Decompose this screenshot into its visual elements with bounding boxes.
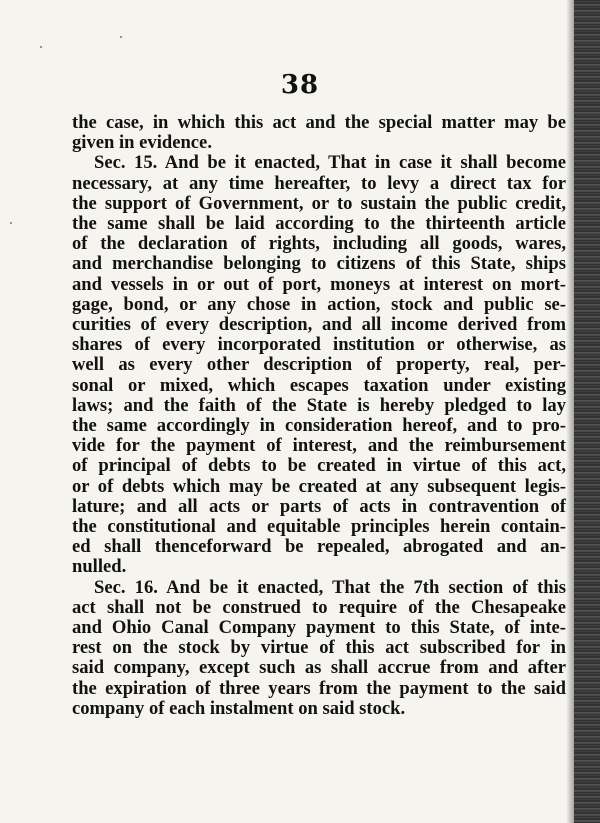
- text-line: of the declaration of rights, including all goods, wares,: [72, 234, 566, 255]
- text-line: nulled.: [72, 557, 127, 578]
- text-line: the support of Government, or to sustain the public credit,: [72, 193, 566, 214]
- paper-speck: [120, 36, 122, 38]
- book-binding-edge: [574, 0, 600, 823]
- text-line: ed shall thenceforward be repealed, abrogated and an-: [72, 537, 566, 558]
- text-line: the same shall be laid according to the thirteenth article: [72, 214, 566, 235]
- text-line: the same accordingly in consideration hereof, and to pro-: [72, 416, 566, 437]
- text-line: gage, bond, or any chose in action, stock and public se-: [72, 294, 566, 315]
- section-15-heading-line: Sec. 15. And be it enacted, That in case it shall become: [94, 153, 566, 174]
- text-line: shares of every incorporated institution or otherwise, as: [72, 335, 566, 356]
- text-line: lature; and all acts or parts of acts in contravention of: [72, 496, 566, 517]
- paper-speck: [40, 46, 42, 48]
- text-line: the constitutional and equitable principles herein contain-: [72, 517, 566, 538]
- text-line: of principal of debts to be created in virtue of this act,: [72, 456, 566, 477]
- text-line: and merchandise belonging to citizens of this State, ships: [72, 254, 566, 275]
- section-16-heading-line: Sec. 16. And be it enacted, That the 7th section of this: [94, 577, 566, 598]
- text-line: vide for the payment of interest, and the reimbursement: [72, 436, 566, 457]
- text-line: well as every other description of property, real, per-: [72, 355, 566, 376]
- text-line: necessary, at any time hereafter, to levy a direct tax for: [72, 173, 566, 194]
- text-line: act shall not be construed to require of the Chesapeake: [72, 597, 566, 618]
- text-line: the case, in which this act and the special matter may be: [72, 113, 566, 133]
- text-line: laws; and the faith of the State is hereby pledged to lay: [72, 395, 566, 416]
- text-line: curities of every description, and all income derived from: [72, 315, 566, 336]
- text-line: or of debts which may be created at any subsequent legis-: [72, 476, 566, 497]
- page-number: 38: [280, 70, 320, 100]
- text-line: rest on the stock by virtue of this act subscribed for in: [72, 638, 566, 659]
- body-text: [72, 113, 566, 719]
- text-line: and vessels in or out of port, moneys at interest on mort-: [72, 274, 566, 295]
- text-line: and Ohio Canal Company payment to this State, of inte-: [72, 618, 566, 639]
- text-line: given in evidence.: [72, 133, 212, 154]
- text-line: said company, except such as shall accrue from and after: [72, 658, 566, 679]
- paper-speck: [10, 222, 12, 224]
- text-line: sonal or mixed, which escapes taxation under existing: [72, 375, 566, 396]
- text-line: the expiration of three years from the payment to the said: [72, 678, 566, 699]
- text-line: company of each instalment on said stock.: [72, 698, 406, 719]
